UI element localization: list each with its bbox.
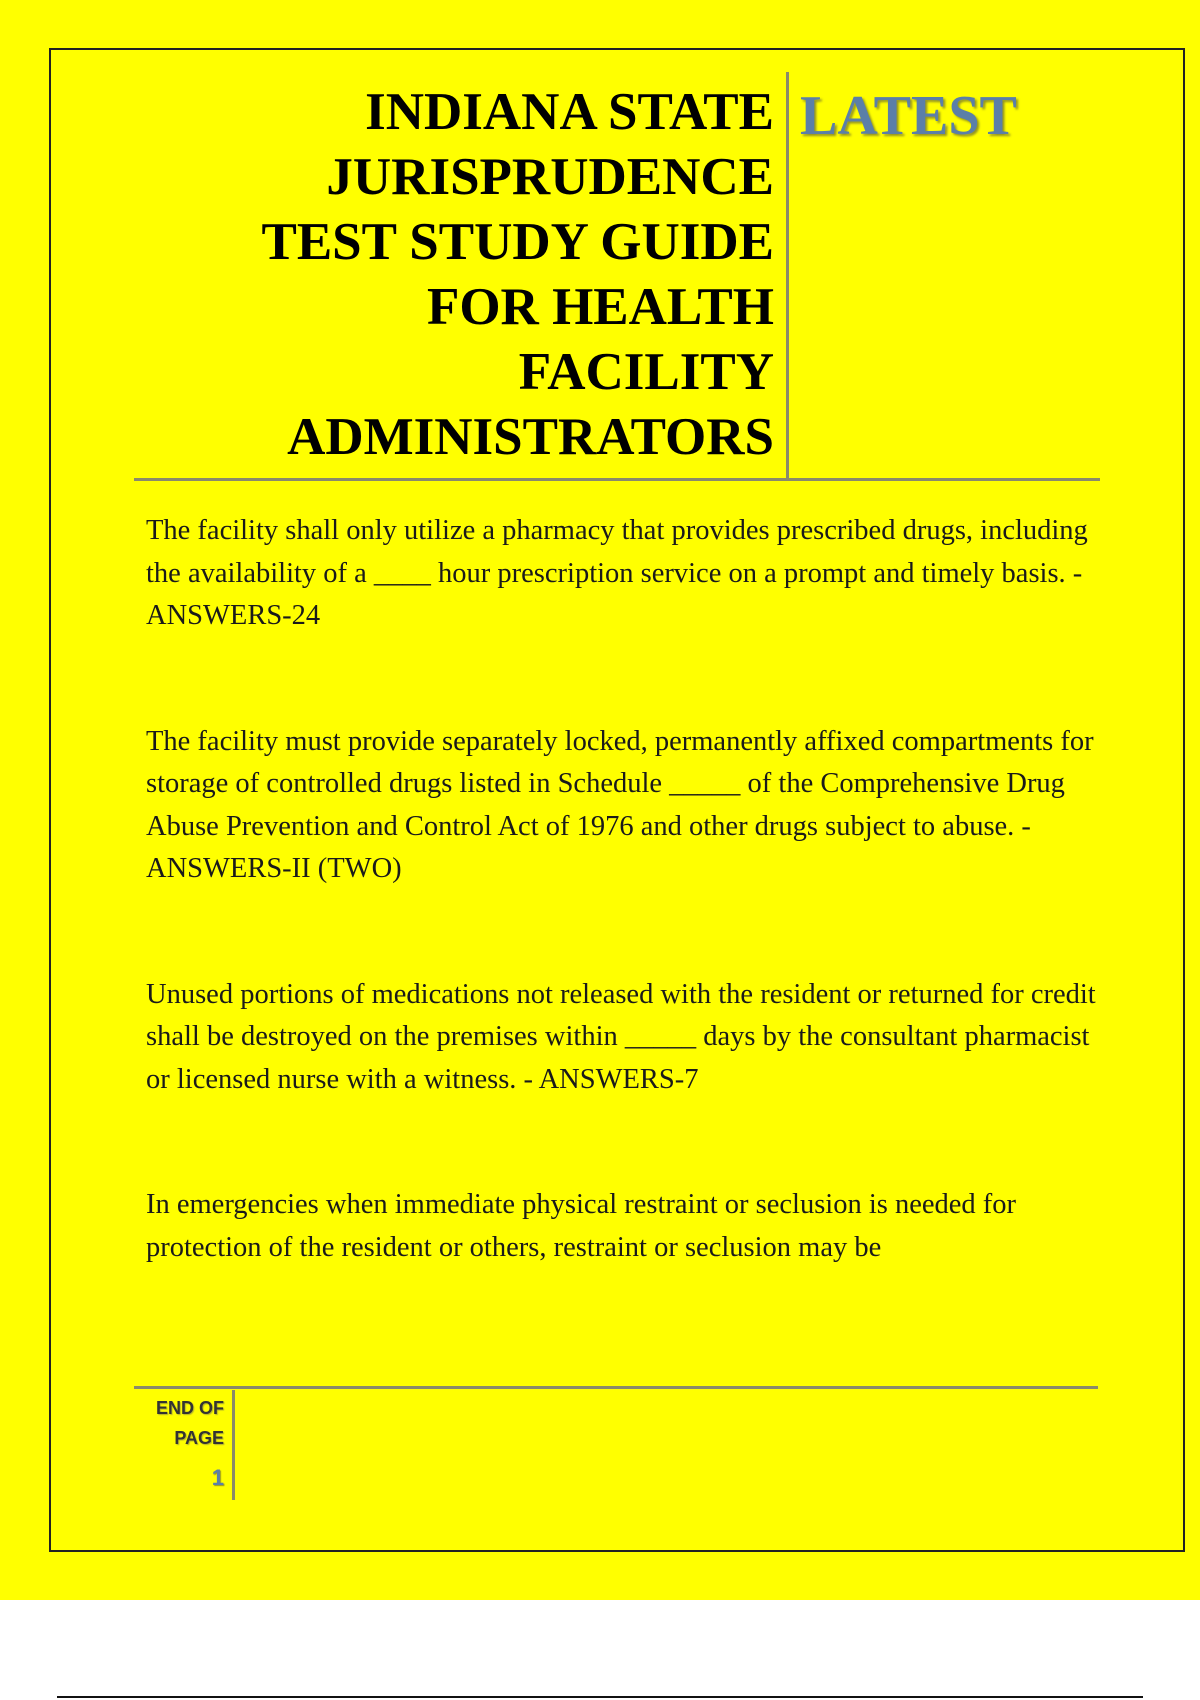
document-title — [200, 80, 774, 470]
title-line: FOR HEALTH — [426, 278, 774, 336]
latest-badge: LATEST — [800, 85, 1017, 147]
bottom-rule — [57, 1696, 1143, 1698]
title-line: JURISPRUDENCE — [326, 148, 774, 206]
footer-label-line: END OF — [155, 1398, 224, 1418]
question-list — [146, 510, 1096, 1352]
page-number: 1 — [211, 1465, 224, 1490]
title-line: TEST STUDY GUIDE — [261, 213, 774, 271]
question-item: Unused portions of medications not released with the resident or returned for credit shall be destroyed on the premises within _____ days by the consultant pharmacist or licensed nurse with a witness. - ANSWERS-7 — [146, 978, 1096, 1095]
question-item: The facility shall only utilize a pharmacy that provides prescribed drugs, including the availability of a ____ hour prescription service on a prompt and timely basis. - ANSWERS-24 — [146, 515, 1088, 631]
footer-divider — [232, 1390, 235, 1500]
question-item: In emergencies when immediate physical restraint or seclusion is needed for protection of the resident or others, restraint or seclusion may be — [146, 1189, 1017, 1263]
title-line: FACILITY — [518, 343, 774, 401]
end-of-page-label — [134, 1393, 224, 1453]
question-item: The facility must provide separately locked, permanently affixed compartments for storage of controlled drugs listed in Schedule _____ of the Comprehensive Drug Abuse Prevention and Control Act of 1976 and other drugs subject to abuse. - ANSWERS-II (TWO) — [146, 725, 1094, 884]
title-line: INDIANA STATE — [365, 83, 774, 141]
footer-label-line: PAGE — [174, 1428, 224, 1448]
header-rule — [134, 478, 1100, 481]
title-divider — [786, 72, 789, 478]
title-line: ADMINISTRATORS — [287, 408, 774, 466]
footer-rule — [134, 1386, 1098, 1389]
